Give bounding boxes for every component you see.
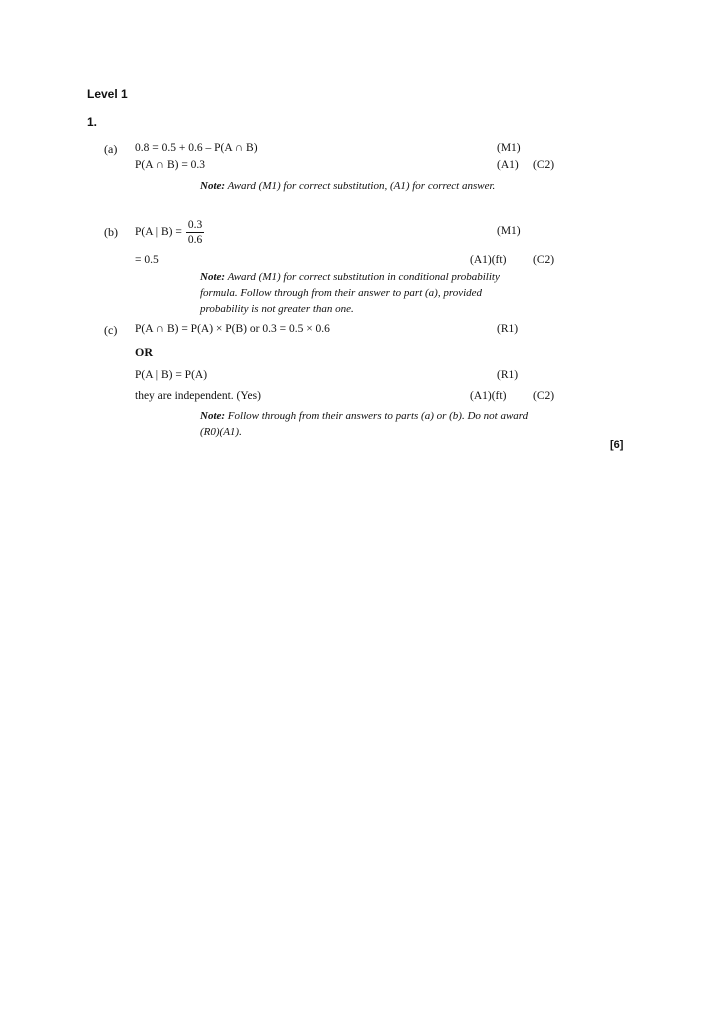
question-number: 1. [87, 115, 98, 129]
part-b-lhs: P(A | B) = [135, 226, 182, 239]
part-a-mark-c2: (C2) [533, 159, 555, 171]
part-c-conclusion: they are independent. (Yes) [135, 390, 261, 402]
part-b-denominator: 0.6 [187, 234, 203, 246]
part-c-note-text: Follow through from their answers to parts (a) or (b). Do not award (R0)(A1). [200, 410, 529, 438]
part-b-numerator: 0.3 [187, 219, 203, 231]
part-b-fraction [186, 218, 204, 247]
part-c-equation: P(A ∩ B) = P(A) × P(B) or 0.3 = 0.5 × 0.6 [135, 323, 330, 335]
part-a-answer: P(A ∩ B) = 0.3 [135, 159, 206, 171]
part-b-answer: = 0.5 [135, 254, 159, 266]
part-b-note [200, 269, 520, 317]
part-c-mark-c2: (C2) [533, 390, 555, 402]
part-c-mark-a1ft: (A1)(ft) [470, 390, 507, 402]
part-c-note [200, 408, 530, 440]
part-b-mark-c2: (C2) [533, 254, 555, 266]
part-c-alternative: P(A | B) = P(A) [135, 369, 208, 381]
level-heading: Level 1 [87, 87, 128, 101]
part-a-note [200, 178, 510, 194]
part-c-mark-r1-alt: (R1) [497, 369, 519, 381]
part-c-mark-r1: (R1) [497, 323, 519, 335]
total-marks: [6] [610, 439, 624, 451]
part-a-note-text: Award (M1) for correct substitution, (A1) for correct answer. [227, 180, 496, 192]
part-b-mark-m1: (M1) [497, 225, 521, 237]
part-b-note-text: Award (M1) for correct substitution in conditional probability formula. Follow through from their answer to part (a), provided probability is not greater than one. [200, 271, 500, 315]
part-a-label: (a) [104, 142, 118, 156]
part-c-or: OR [135, 345, 153, 359]
part-b-note-label: Note: [200, 271, 226, 283]
part-a-note-label: Note: [200, 180, 226, 192]
part-a-equation: 0.8 = 0.5 + 0.6 – P(A ∩ B) [135, 142, 258, 154]
part-b-mark-a1ft: (A1)(ft) [470, 254, 507, 266]
part-a-mark-m1: (M1) [497, 142, 521, 154]
part-b-label: (b) [104, 225, 118, 239]
part-b-equation [135, 218, 204, 247]
part-c-note-label: Note: [200, 410, 226, 422]
part-a-mark-a1: (A1) [497, 159, 519, 171]
part-c-label: (c) [104, 323, 118, 337]
